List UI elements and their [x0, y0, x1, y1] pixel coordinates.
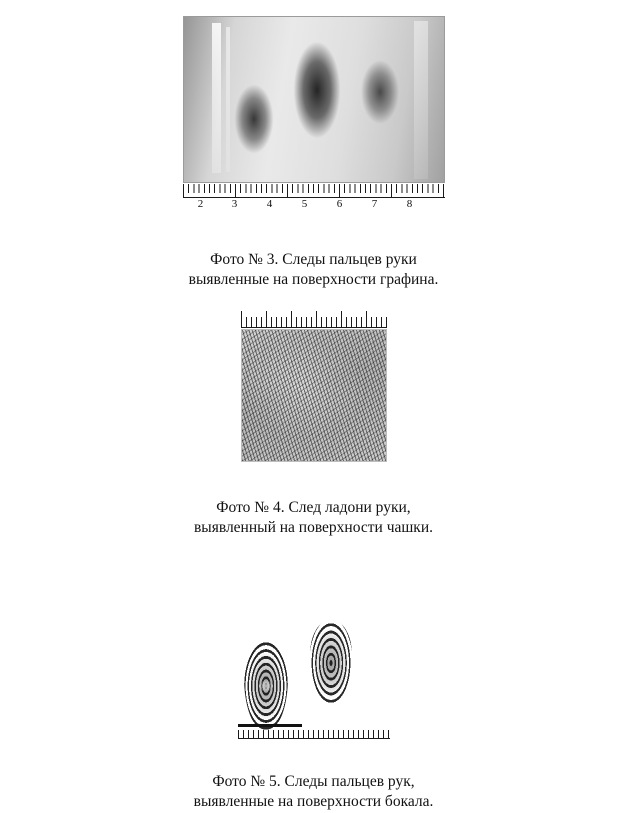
photo-5-fingerprint-left — [244, 642, 288, 730]
figure-photo-4 — [0, 310, 627, 539]
ruler-label: 3 — [231, 198, 238, 210]
photo-3-caption — [189, 250, 439, 291]
figure-photo-3 — [0, 8, 627, 291]
ruler-label: 5 — [301, 198, 308, 210]
photo-3-image — [183, 16, 445, 212]
photo-3-photograph — [183, 16, 445, 183]
photo-4-image — [241, 310, 387, 462]
photo-5-scale-ruler — [238, 730, 390, 742]
ruler-label: 8 — [406, 198, 413, 210]
caption-line: Фото № 4. След ладони руки, — [216, 499, 411, 516]
photo-4-scale-ruler — [241, 310, 387, 328]
photo-4-photograph — [241, 329, 387, 462]
photo-4-caption — [194, 498, 433, 539]
caption-line: выявленные на поверхности бокала. — [193, 793, 434, 811]
photo-3-scale-ruler — [183, 184, 445, 212]
photo-5-edge-bar — [238, 724, 302, 727]
ruler-label: 4 — [266, 198, 273, 210]
caption-line: Фото № 3. Следы пальцев руки — [210, 251, 417, 268]
ruler-label: 2 — [197, 198, 204, 210]
photo-5-caption — [194, 772, 434, 813]
figure-photo-5 — [0, 620, 627, 813]
caption-line: Фото № 5. Следы пальцев рук, — [212, 773, 415, 790]
photo-5-fingerprint-right — [310, 620, 352, 706]
caption-line: выявленные на поверхности графина. — [188, 271, 439, 289]
photo-5-image — [238, 620, 390, 742]
ruler-label: 7 — [371, 198, 378, 210]
caption-line: выявленный на поверхности чашки. — [193, 519, 434, 537]
ruler-label: 6 — [336, 198, 343, 210]
